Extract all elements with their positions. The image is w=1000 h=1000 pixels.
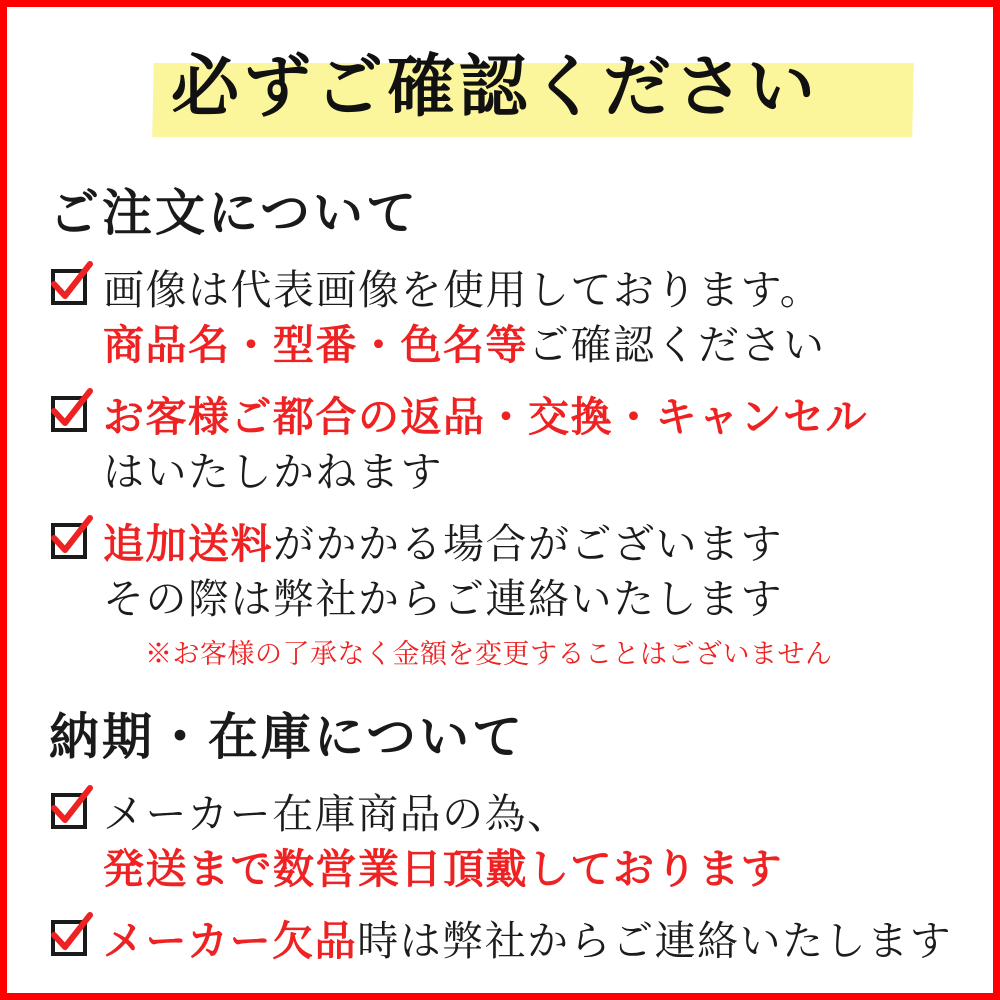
page-title: 必ずご確認ください [171, 47, 820, 127]
checkbox-checked-icon [51, 396, 87, 432]
item-emphasis: 発送まで数営業日頂戴しております [103, 844, 783, 893]
section-heading-order: ご注文について [49, 183, 419, 242]
item-line: メーカー在庫商品の為、 [103, 790, 570, 839]
item-text: 時は弊社からご連絡いたします [357, 917, 953, 966]
item-line: その際は弊社からご連絡いたします [103, 574, 783, 623]
item-emphasis: 商品名・型番・色名等 [103, 320, 528, 369]
list-item [41, 787, 959, 896]
item-line [103, 517, 959, 572]
list-item [41, 390, 959, 499]
item-emphasis: 追加送料 [103, 520, 273, 569]
item-line [103, 390, 959, 445]
item-line: 画像は代表画像を使用しております。 [103, 266, 823, 314]
notice-body [7, 7, 993, 993]
checkbox-checked-icon [51, 793, 87, 829]
title-block [41, 33, 959, 145]
item-text: がかかる場合がございます [273, 520, 783, 569]
checkbox-checked-icon [51, 920, 87, 956]
section-heading-delivery: 納期・在庫について [49, 707, 525, 767]
item-line [103, 842, 959, 897]
item-line: はいたしかねます [103, 447, 443, 496]
item-emphasis: メーカー欠品 [103, 917, 358, 966]
list-item [41, 517, 959, 671]
list-item [41, 263, 959, 372]
checkbox-checked-icon [51, 269, 87, 305]
item-line [103, 318, 959, 373]
item-line [103, 914, 959, 969]
item-text: ご確認ください [528, 320, 826, 369]
list-item [41, 914, 959, 969]
checkbox-checked-icon [51, 523, 87, 559]
item-emphasis: お客様ご都合の返品・交換・キャンセル [103, 393, 868, 442]
item-note: ※お客様の了承なく金額を変更することはございません [145, 639, 833, 671]
